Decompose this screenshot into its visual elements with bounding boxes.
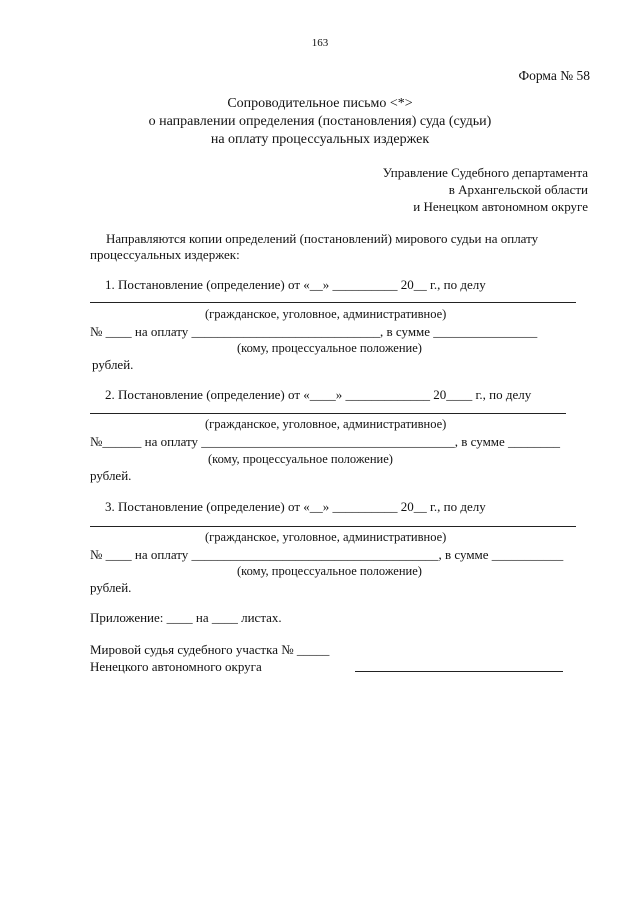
signature-line-2: Ненецкого автономного округа (90, 659, 262, 674)
rubles-label: рублей. (92, 357, 134, 372)
page-number: 163 (311, 37, 329, 49)
signature-rule (355, 671, 563, 672)
recipient-caption: (кому, процессуальное положение) (237, 341, 422, 355)
addressee-line-2: в Архангельской области (448, 182, 588, 197)
title-line-3: на оплату процессуальных издержек (210, 132, 430, 147)
addressee-line-1: Управление Судебного департамента (382, 165, 588, 180)
item-head: 2. Постановление (определение) от «____» _____________ 20____ г., по делу (105, 387, 532, 402)
attachment-line: Приложение: ____ на ____ листах. (90, 610, 282, 625)
case-type-caption: (гражданское, уголовное, административное) (205, 530, 447, 544)
rubles-label: рублей. (90, 580, 132, 595)
addressee-line-3: и Ненецком автономном округе (413, 199, 588, 214)
case-line (90, 526, 576, 527)
case-type-caption: (гражданское, уголовное, административное) (205, 307, 447, 321)
payment-line: № ____ на оплату ______________________________________, в сумме ___________ (90, 547, 564, 562)
case-line (90, 302, 576, 303)
title-line-2: о направлении определения (постановления) суда (судьи) (148, 114, 492, 129)
case-line (90, 413, 566, 414)
payment-line: №______ на оплату _______________________________________, в сумме ________ (90, 434, 561, 449)
case-type-caption: (гражданское, уголовное, административное) (205, 417, 447, 431)
item-head: 1. Постановление (определение) от «__» __________ 20__ г., по делу (105, 277, 486, 292)
recipient-caption: (кому, процессуальное положение) (208, 452, 393, 466)
payment-line: № ____ на оплату _____________________________, в сумме ________________ (90, 324, 538, 339)
intro-line-1: Направляются копии определений (постановлений) мирового судьи на оплату (106, 231, 539, 246)
recipient-caption: (кому, процессуальное положение) (237, 564, 422, 578)
signature-line-1: Мировой судья судебного участка № _____ (90, 642, 330, 657)
title-line-1: Сопроводительное письмо <*> (227, 96, 413, 111)
rubles-label: рублей. (90, 468, 132, 483)
form-label: Форма № 58 (518, 68, 590, 83)
intro-line-2: процессуальных издержек: (90, 247, 240, 262)
item-head: 3. Постановление (определение) от «__» __________ 20__ г., по делу (105, 499, 486, 514)
